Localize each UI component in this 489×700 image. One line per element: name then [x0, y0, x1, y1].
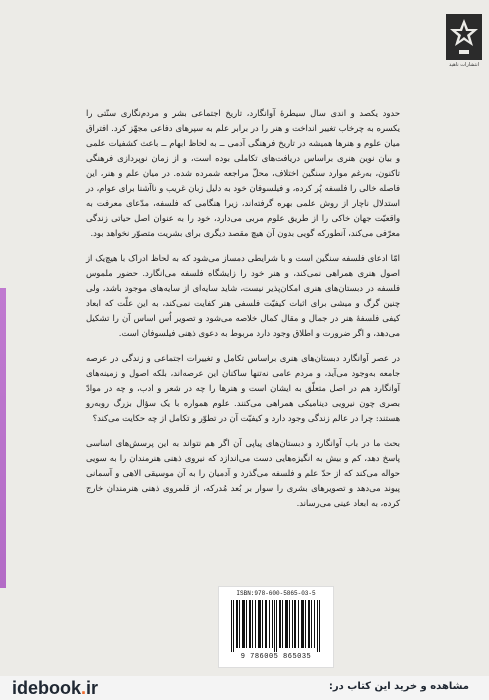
paragraph: حدود یکصد و اندی سال سیطرهٔ آوانگارد، تاریخ اجتماعی بشر و مردم‌نگاری سنّتی را یکسره به چرخاب تغییر انداخت و هنر را در برابر علم به سپرهای دفاعی مجهّز کرد. افتراق میان علوم و هنرها همیشه در تاریخ فرهنگی آدمی ــ به لحاظ ابهام ــ باعث کشفیات علمی و بیان نوین هنری براساس دریافت‌های تکاملی بوده است، و از زمان نوپردازی فرهنگی تاکنون، به‌رغم موارد سنگین اختلاف، محلّ مراجعه شمرده شده. در میان علم و هنر، این فاصله خالی را فلسفه پُر کرده، و فیلسوفان خود به دلیل زبان غریب و ناآشنا برای عوام، در استدلال ناچار از روش علمی بهره گرفته‌اند، زیرا هنگامی که فلسفه، مدّعای معرفت به واقعیّت جهان خاکی را از طریق علوم مربی می‌دارد، خود را به عنوان اصل حیاتی زندگی معرّفی می‌کند، آنطورکه گویی بدون آن هیچ مقصد دیگری برای بشریت متصوّر نخواهد بود. — [86, 108, 400, 238]
spine-color-stripe — [0, 288, 6, 588]
paragraph: امّا ادعای فلسفه سنگین است و با شرایطی دمساز می‌شود که به لحاظ ادراک با هیچ‌یک از اصول هنری همراهی نمی‌کند، و هنر خود را زایشگاه فلسفه می‌انگارد. حضور ملموس فلسفه در دبستان‌های هنری امکان‌پذیر نیست، شاید سایه‌ای از سایه‌های موجود باشد، ولی چنین گرگ و میشی برای اثبات کیفیّت فلسفی هنر کفایت نمی‌کند، به این علّت که ابعاد کیفی فلسفهٔ هنر در جمال و مقال کمال خلاصه می‌شود و تصویر اُس اساس آن را تشکیل می‌دهد، و اگر ضرورت و اطلاق وجود دارد مربوط به دعوی ذهنی فیلسوفان است. — [86, 253, 400, 338]
footer-cta-text: مشاهده و خرید این کتاب در: — [328, 681, 469, 692]
back-cover-text — [86, 106, 400, 521]
logo-tld: ir — [86, 678, 99, 698]
logo-main-text: idebook — [12, 678, 82, 698]
paragraph: بحث ما در باب آوانگارد و دبستان‌های پیاپی آن اگر هم نتواند به این پرسش‌های اساسی پاسخ دهد، کم و بیش به انگیزه‌هایی دست می‌اندازد که نیروی ذهنی هنرمندان را به سویی حواله می‌کند که از حدّ علم و فلسفه می‌گذرد و آدمیان را به آن موسیقی الاهی و آسمانی پیوند می‌دهد و تصویرهای بشری را سوار بر بُعد مُدرکه، از قلمروی ذهنی هنرمندان خارج کرده، به ابعاد عینی می‌رساند. — [86, 438, 400, 508]
isbn-barcode — [218, 586, 334, 668]
barcode-bars-icon — [231, 600, 321, 652]
idebook-logo[interactable] — [12, 678, 98, 698]
barcode-digits: 9 786005 865035 — [240, 653, 312, 661]
logo-dot: . — [81, 678, 87, 698]
isbn-label: ISBN:978-600-5865-03-5 — [236, 590, 316, 597]
paragraph: در عصر آوانگارد دبستان‌های هنری براساس تکامل و تغییرات اجتماعی و زندگی در عرصه جامعه به‌وجود می‌آید، و مردم عامی نه‌تنها ساکنان این عرصه‌اند، بلکه اصول و زمینه‌های آوانگارد هم در اصل متعلّق به ایشان است و هنرها را چه در شعر و ادب، و چه در موادّ بصری چون نیرویی دینامیکی همراهی می‌کنند. علوم همواره با یک سؤال بزرگ روبه‌رو هستند: چرا در عالم زندگی وجود دارد و کیفیّت آن در تطوّر و تکامل از چه حکایت می‌کند؟ — [86, 353, 400, 423]
publisher-name: انتشارات ناهید — [448, 62, 480, 68]
